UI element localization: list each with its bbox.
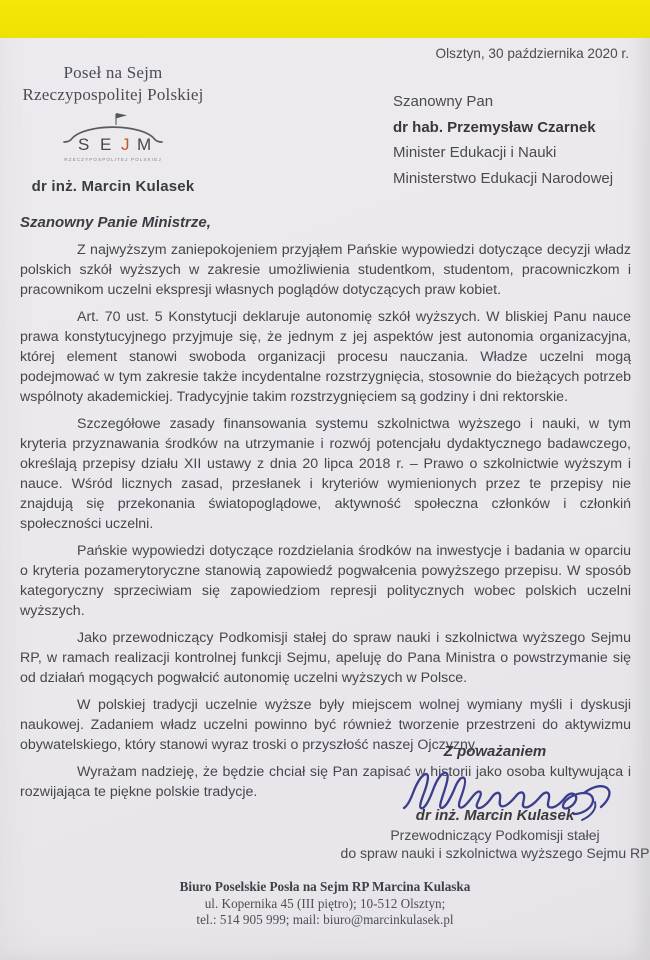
closing-block xyxy=(330,743,650,862)
paragraph-2: Art. 70 ust. 5 Konstytucji deklaruje autonomię szkół wyższych. W bliskiej Panu nauce prawa konstytucyjnego przyjmuje się, że jednym z jej aspektów jest autonomia organizacyjna, której element stanowi swoboda organizacji procesu nauczania. Władze uczelni mogą podejmować w tym zakresie także incydentalne rozstrzygnięcia, stosownie do bieżących potrzeb wspólnoty akademickiej. Tradycyjnie takim rozstrzygnięciem są godziny i dni rektorskie. xyxy=(20,309,631,405)
office-footer xyxy=(0,879,650,929)
sender-name: dr inż. Marcin Kulasek xyxy=(31,177,195,195)
signatory-name: dr inż. Marcin Kulasek xyxy=(415,807,575,824)
paragraph-4: Pańskie wypowiedzi dotyczące rozdzielania środków na inwestycje i badania w oparciu o kryteria pozamerytoryczne stanowią zapowiedź pogwałcenia powyższego przepisu. W sposób kategoryczny sprzeciwiam się zapowiedziom represji politycznych wobec polskich uczelni wyższych. xyxy=(20,543,631,619)
sejm-parliament-logo-icon xyxy=(61,111,165,167)
recipient-salutation: Szanowny Pan xyxy=(393,93,494,110)
paragraph-3: Szczegółowe zasady finansowania systemu szkolnictwa wyższego i nauki, w tym kryteria przyznawania środków na utrzymanie i rozwój potencjału dydaktycznego badawczego, określają przepisy działu XII ustawy z dnia 20 lipca 2018 r. – Prawo o szkolnictwie wyższym i nauce. Wśród licznych zasad, przesłanek i kryteriów wymienionych przez te przepisy nie znajdują się przekonania światopoglądowe, aktywność społeczna członków i członkiń społeczności uczelni. xyxy=(20,416,631,532)
paragraph-6: W polskiej tradycji uczelnie wyższe były miejscem wolnej wymiany myśli i dyskusji naukowej. Zadaniem władz uczelni powinno być również tworzenie przestrzeni do aktywizmu obywatelskiego, który stanowi wyraz troski o przyszłość naszej Ojczyzny. xyxy=(20,697,631,753)
sender-title xyxy=(18,62,208,106)
logo-caption: RZECZYPOSPOLITEJ POLSKIEJ xyxy=(64,156,162,162)
sender-title-line1: Poseł na Sejm xyxy=(63,63,163,82)
recipient-block xyxy=(393,94,613,196)
letter-body xyxy=(20,240,631,809)
logo-letter-j: J xyxy=(121,134,130,154)
paragraph-1: Z najwyższym zaniepokojeniem przyjąłem Pańskie wypowiedzi dotyczące decyzji władz polskich szkół wyższych w zakresie umożliwienia studentkom, studentom, pracowniczkom i pracownikom uczelni ekspresji własnych poglądów dotyczących praw kobiet. xyxy=(20,242,631,298)
valediction: Z poważaniem xyxy=(443,743,547,760)
recipient-name: dr hab. Przemysław Czarnek xyxy=(393,118,596,136)
letter-salutation: Szanowny Panie Ministrze, xyxy=(20,214,211,231)
footer-address: ul. Kopernika 45 (III piętro); 10-512 Olsztyn; xyxy=(204,895,446,911)
footer-office-name: Biuro Poselskie Posła na Sejm RP Marcina Kulaska xyxy=(179,879,471,894)
logo-letter-s: S xyxy=(78,134,90,154)
signature-area xyxy=(358,762,650,808)
logo-letter-e: E xyxy=(100,134,112,154)
sender-letterhead xyxy=(18,62,208,195)
recipient-institution: Ministerstwo Edukacji Narodowej xyxy=(393,169,614,187)
footer-contact: tel.: 514 905 999; mail: biuro@marcinkulasek.pl xyxy=(196,912,454,927)
letter-date: Olsztyn, 30 października 2020 r. xyxy=(435,46,629,61)
paragraph-7: Wyrażam nadzieję, że będzie chciał się Pan zapisać w historii jako osoba kultywująca i rozwijająca te piękne polskie tradycje. xyxy=(20,764,631,800)
sender-title-line2: Rzeczypospolitej Polskiej xyxy=(22,84,204,104)
logo-letter-m: M xyxy=(137,134,152,154)
signatory-role-line1: Przewodniczący Podkomisji stałej xyxy=(390,827,600,843)
signatory-role xyxy=(330,826,650,862)
top-yellow-band xyxy=(0,0,650,38)
signatory-role-line2: do spraw nauki i szkolnictwa wyższego Sejmu RP xyxy=(340,845,650,861)
paragraph-5: Jako przewodniczący Podkomisji stałej do spraw nauki i szkolnictwa wyższego Sejmu RP, w ramach realizacji kontrolnej funkcji Sejmu, apeluję do Pana Ministra o powstrzymanie się od działań mogących pogwałcić autonomię uczelni wyższych w Polsce. xyxy=(20,630,631,686)
recipient-role: Minister Edukacji i Nauki xyxy=(393,144,557,161)
